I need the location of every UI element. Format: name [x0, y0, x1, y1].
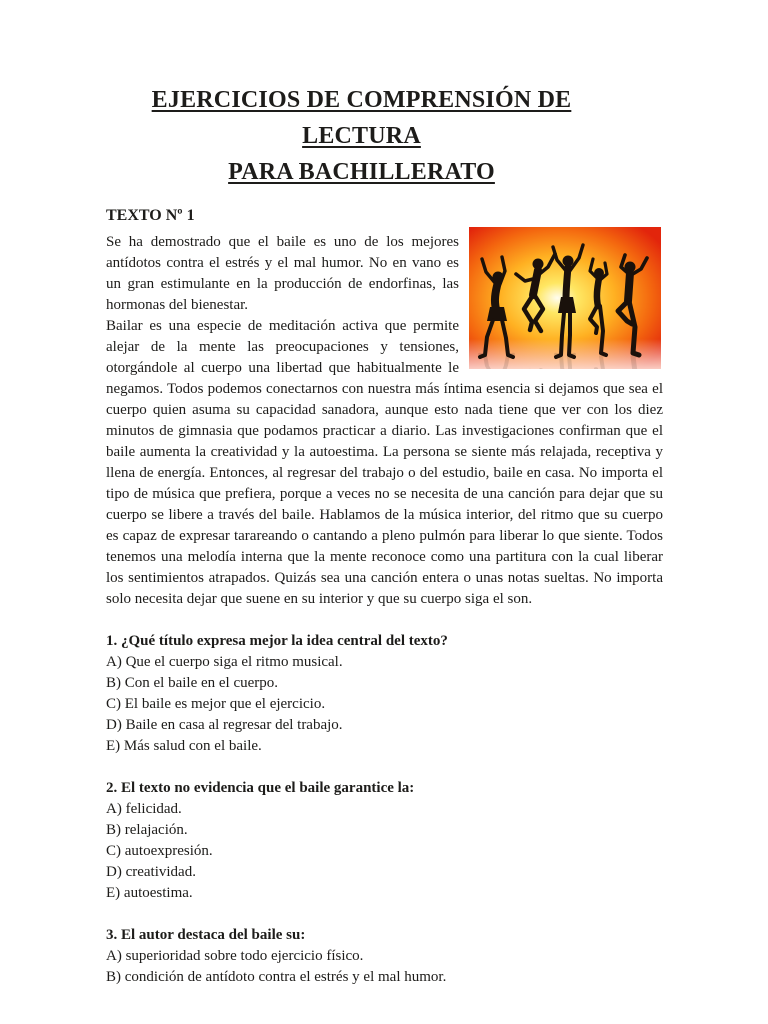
- section-heading-texto-1: TEXTO Nº 1: [106, 207, 195, 224]
- question-1: [106, 631, 663, 757]
- question-2: [106, 778, 663, 904]
- question-1-prompt: 1. ¿Qué título expresa mejor la idea central del texto?: [106, 633, 448, 649]
- question-3: [106, 925, 663, 988]
- reading-passage: [106, 232, 663, 610]
- dancers-illustration: [469, 227, 661, 369]
- title-line-1: EJERCICIOS DE COMPRENSIÓN DE LECTURA: [151, 87, 572, 149]
- question-1-option-a: A) Que el cuerpo siga el ritmo musical.: [106, 654, 343, 670]
- question-1-option-e: E) Más salud con el baile.: [106, 738, 262, 754]
- question-2-option-a: A) felicidad.: [106, 801, 182, 817]
- question-2-option-d: D) creatividad.: [106, 864, 196, 880]
- question-2-option-b: B) relajación.: [106, 822, 188, 838]
- document-title: [106, 82, 663, 190]
- question-2-prompt: 2. El texto no evidencia que el baile garantice la:: [106, 780, 415, 796]
- passage-paragraph-2: Bailar es una especie de meditación activa que permite alejar de la mente las preocupaciones y tensiones, otorgándole al cuerpo una libertad que habitualmente le negamos. Todos podemos conectarnos con nuestra más íntima esencia si dejamos que sea el cuerpo quien asuma su capacidad sanadora, aunque esto nada tiene que ver con los diez minutos de gimnasia que podamos practicar a diario. Las investigaciones confirman que el baile aumenta la creatividad y la autoestima. La persona se siente más relajada, receptiva y llena de energía. Entonces, al regresar del trabajo o del estudio, baile en casa. No importa el tipo de música que prefiera, porque a veces no se necesita de una canción para dejar que su cuerpo se libere a través del baile. Hablamos de la música interior, del ritmo que su cuerpo es capaz de expresar tarareando o cantando a pleno pulmón para liberar lo que siente. Todos tenemos una melodía interna que la mente reconoce como una partitura con la cual liberar los sentimientos atrapados. Quizás sea una canción entera o unas notas sueltas. No importa solo necesita dejar que suene en su interior y que su cuerpo siga el son.: [106, 318, 663, 607]
- question-2-option-c: C) autoexpresión.: [106, 843, 213, 859]
- question-1-option-c: C) El baile es mejor que el ejercicio.: [106, 696, 326, 712]
- question-1-option-d: D) Baile en casa al regresar del trabajo.: [106, 717, 343, 733]
- question-3-option-b: B) condición de antídoto contra el estrés y el mal humor.: [106, 969, 447, 985]
- question-2-option-e: E) autoestima.: [106, 885, 193, 901]
- dancers-image: [469, 227, 661, 369]
- question-1-option-b: B) Con el baile en el cuerpo.: [106, 675, 279, 691]
- title-line-2: PARA BACHILLERATO: [228, 159, 495, 185]
- question-3-prompt: 3. El autor destaca del baile su:: [106, 927, 306, 943]
- question-3-option-a: A) superioridad sobre todo ejercicio físico.: [106, 948, 364, 964]
- passage-paragraph-1: Se ha demostrado que el baile es uno de los mejores antídotos contra el estrés y el mal humor. No en vano es un gran estimulante en la producción de endorfinas, las hormonas del bienestar.: [106, 234, 459, 313]
